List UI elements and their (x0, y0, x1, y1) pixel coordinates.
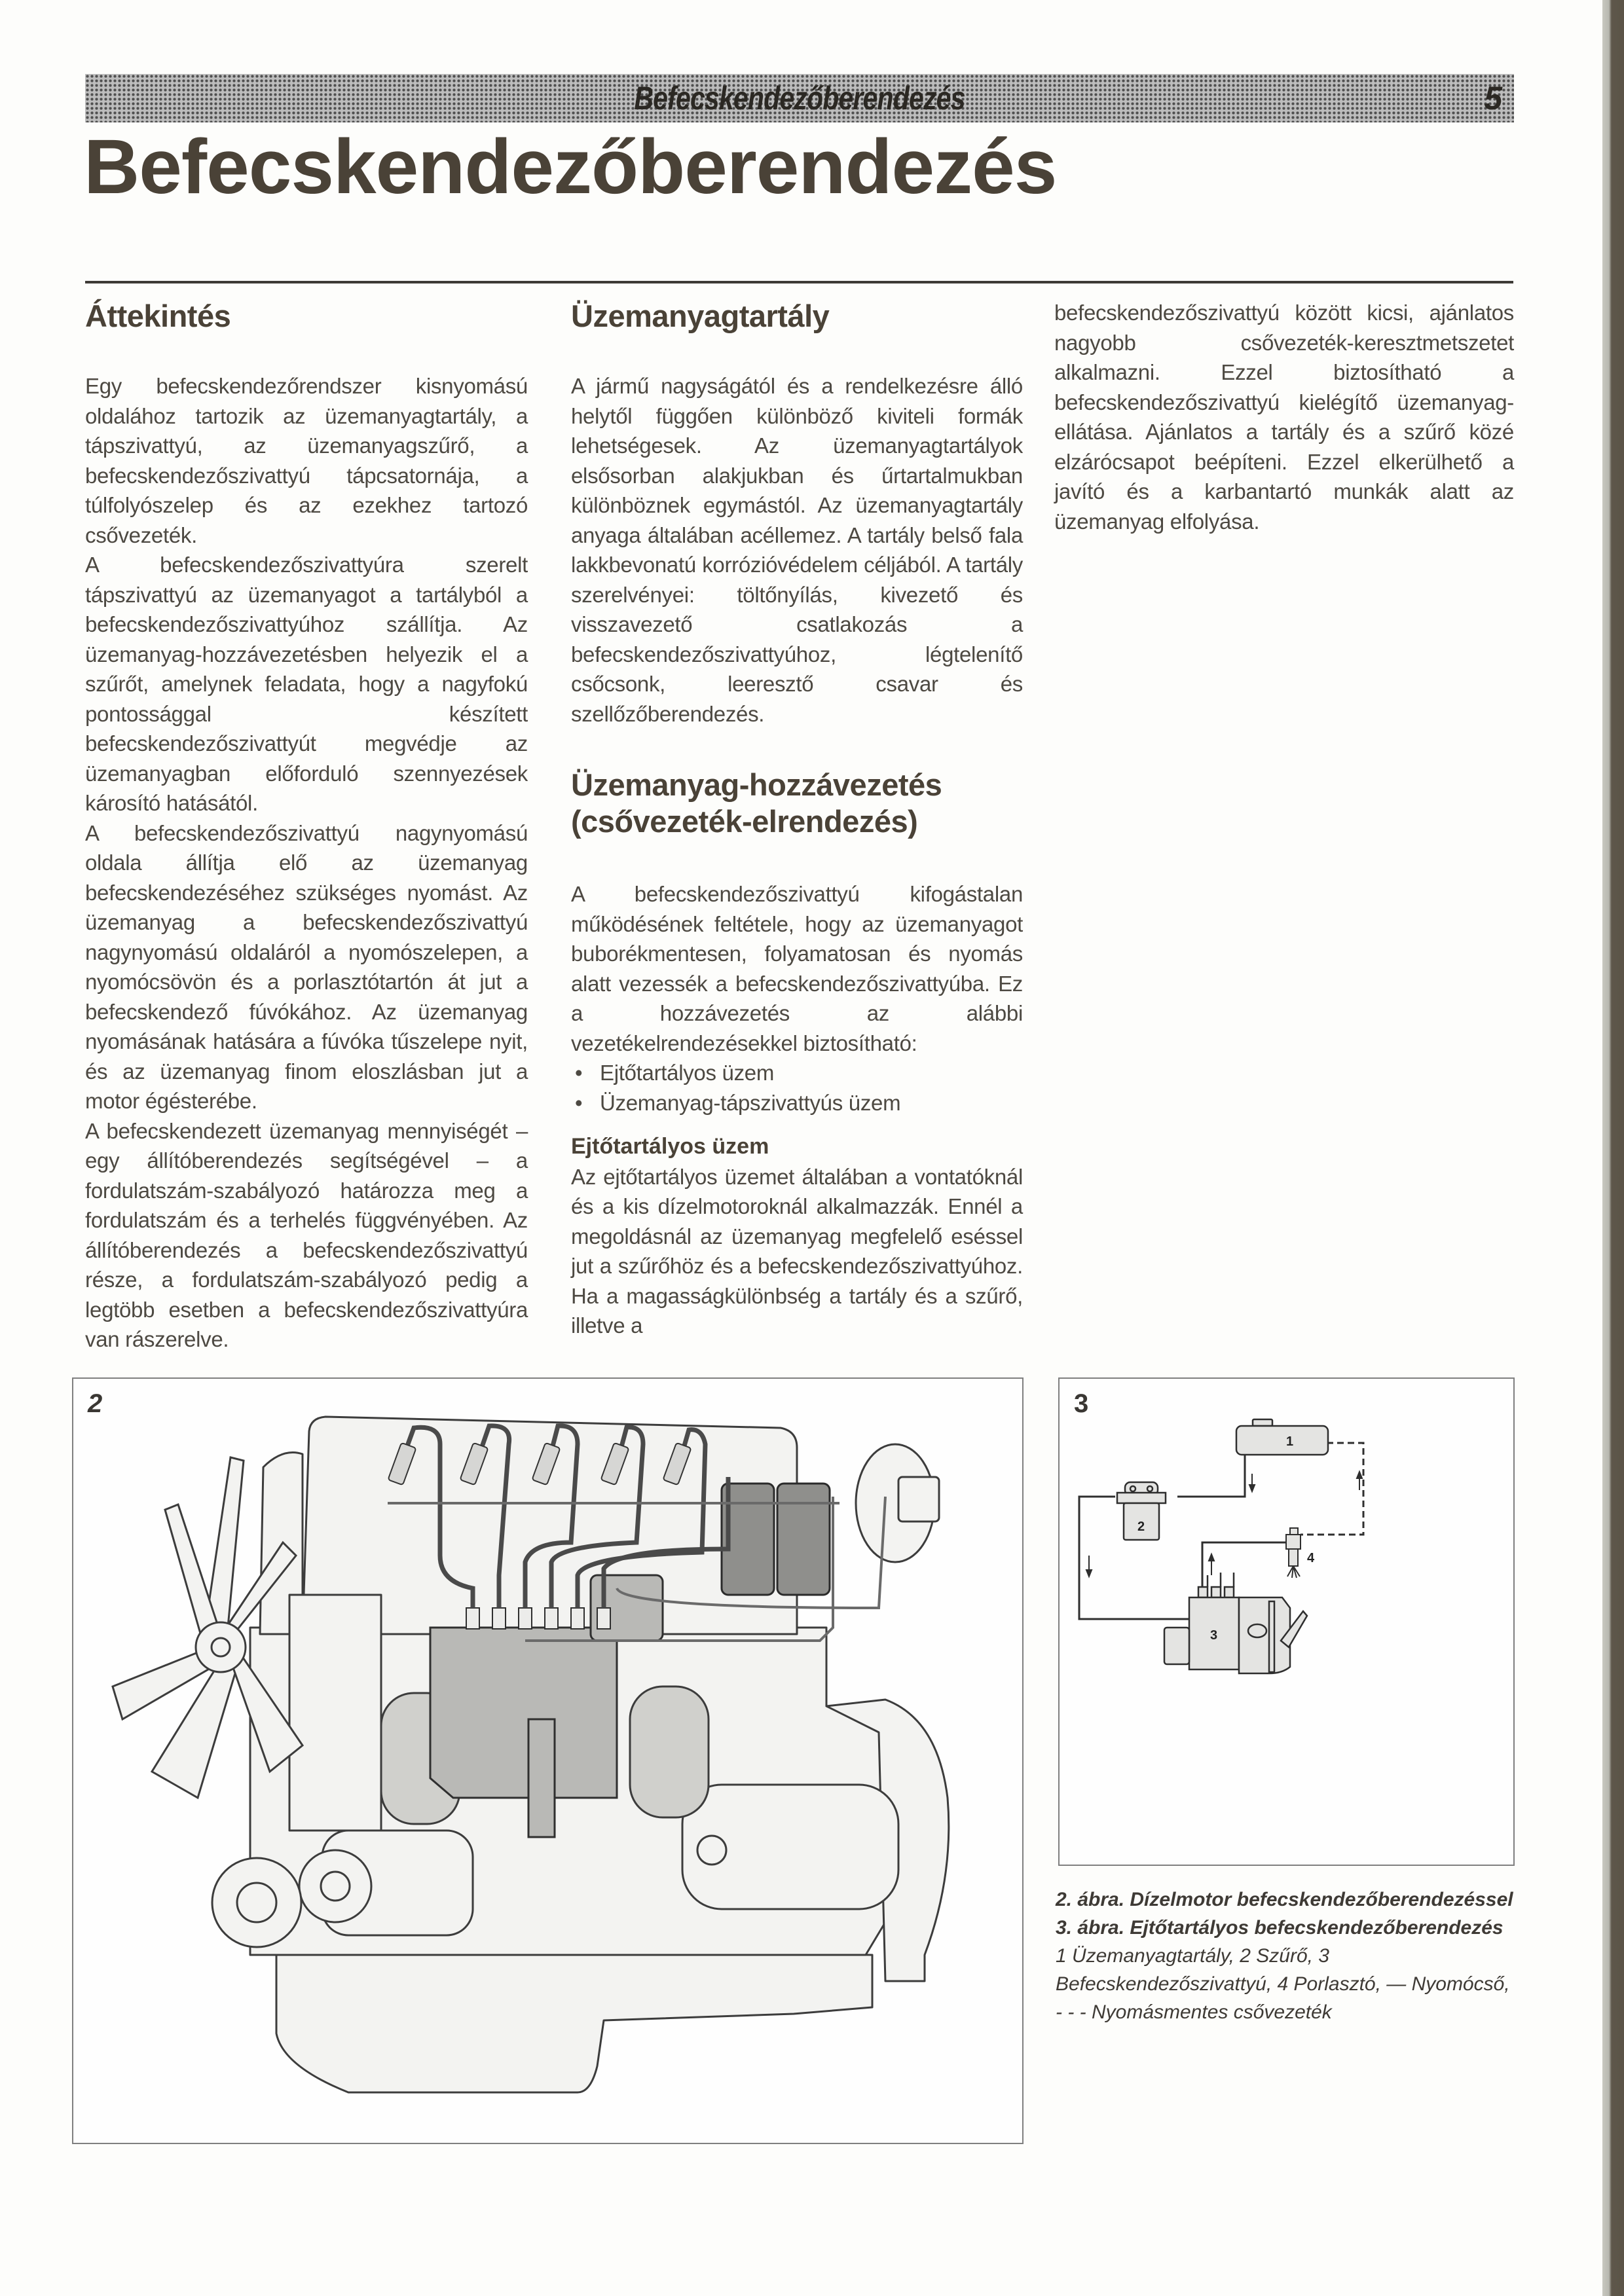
page-number: 5 (1484, 80, 1502, 117)
line-tank-to-filter (1177, 1454, 1245, 1497)
paragraph: Egy befecskendezőrendszer kisnyomású oldalához tartozik az üzemanyagtartály, a tápszivattyú, az üzemanyagszűrő, a befecskendezőszivattyú tápcsatornája, a túlfolyószelep és az ezekhez tartozó csővezeték. (85, 374, 528, 547)
paragraph: Az ejtőtartályos üzemet általában a vontatóknál és a kis dízelmotoroknál alkalmazzák. Ennél a megoldásnál az üzemanyag megfelelő eséssel jut a szűrőhöz és a befecskendezőszivattyúhoz. Ha a magasságkülönbség a tartály és a szűrő, illetve a (571, 1164, 1023, 1338)
column-continuation (1054, 298, 1514, 536)
filter-label: 2 (1137, 1520, 1145, 1534)
return-line-dashed (1301, 1443, 1363, 1535)
section-heading-fuel-tank: Üzemanyagtartály (571, 299, 830, 333)
figure-2-engine (72, 1377, 1024, 2144)
timing-cover (289, 1595, 381, 1831)
heading-line: (csővezeték-elrendezés) (571, 804, 918, 839)
injection-pump (1164, 1573, 1307, 1673)
fuel-system-schematic (1060, 1379, 1513, 1865)
bullet-icon: • (575, 1090, 583, 1115)
paragraph: A befecskendezőszivattyú nagynyomású oldala állítja elő az üzemanyag befecskendezéséhez szükséges nyomást. Az üzemanyag a befecskendezőszivattyú nagynyomású oldaláról a nyomószelepen, a nyomócsövön és a porlasztótartón át jut a befecskendező fúvókához. Az üzemanyag nyomásának hatására a fúvóka tűszelepe nyit, és az üzemanyag finom eloszlásban jut a motor égésterébe. (85, 820, 528, 1113)
column-fuel-tank (571, 298, 1023, 1341)
injector-nozzle (1286, 1528, 1301, 1578)
pump-label: 3 (1210, 1628, 1218, 1643)
section-heading-overview: Áttekintés (85, 299, 231, 333)
caption-figure-2: 2. ábra. Dízelmotor befecskendezőberendezéssel (1056, 1889, 1513, 1910)
list-item (571, 1088, 1023, 1118)
list-item-text: Üzemanyag-tápszivattyús üzem (600, 1090, 901, 1115)
subsection-heading-gravity-feed: Ejtőtartályos üzem (571, 1134, 769, 1159)
section-heading-fuel-supply (571, 767, 1023, 840)
page-edge-shadow (1602, 0, 1624, 2296)
caption-figure-3: 3. ábra. Ejtőtartályos befecskendezőberendezés (1056, 1917, 1504, 1939)
paragraph: A befecskendezett üzemanyag mennyiségét – egy állítóberendezés segítségével – a fordulatszám-szabályozó határozza meg a fordulatszám és a terhelés függvényében. Az állítóberendezés a befecskendezőszivattyú része, a fordulatszám-szabályozó pedig a legtöbb esetben a befecskendezőszivattyúra van rászerelve. (85, 1118, 528, 1351)
fuel-tank (1236, 1419, 1328, 1455)
bullet-icon: • (575, 1061, 583, 1085)
paragraph: A befecskendezőszivattyú kifogástalan működésének feltétele, hogy az üzemanyagot buborékmentesen, folyamatosan és nyomás alatt vezessék a befecskendezőszivattyúba. Ez a hozzávezetés az alábbi vezetékelrendezésekkel biztosítható: (571, 882, 1023, 1055)
list-item-text: Ejtőtartályos üzem (600, 1061, 775, 1085)
page-title: Befecskendezőberendezés (84, 124, 1057, 210)
paragraph: A befecskendezőszivattyúra szerelt tápszivattyú az üzemanyagot a tartályból a befecskendezőszivattyúhoz szállítja. Az üzemanyag-hozzávezetésben helyezik el a szűrőt, amelynek feladata, hogy a nagyfokú pontossággal készített befecskendezőszivattyút megvédje az üzemanyagban előforduló szennyezések károsító hatásától. (85, 553, 528, 815)
figure-3-gravity-feed-schematic (1058, 1377, 1515, 1866)
column-overview (85, 298, 528, 1355)
figure-number: 3 (1074, 1389, 1089, 1418)
figure-caption (1056, 1886, 1514, 2026)
running-header (85, 74, 1514, 122)
paragraph: A jármű nagyságától és a rendelkezésre álló helytől függően különböző kiviteli formák lehetségesek. Az üzemanyagtartályok elsősorban alakjukban és űrtartalmukban különböznek egymástól. Az üzemanyagtartály anyaga általában acéllemez. A tartály belső fala lakkbevonatú korrózióvédelem céljából. A tartály szerelvényei: töltőnyílás, kivezető és visszavezető csatlakozás a befecskendezőszivattyúhoz, légtelenítő csőcsonk, leeresztő csavar és szellőzőberendezés. (571, 374, 1023, 726)
heading-line: Üzemanyag-hozzávezetés (571, 767, 942, 802)
list-item (571, 1058, 1023, 1088)
running-header-title: Befecskendezőberendezés (634, 80, 965, 117)
tank-label: 1 (1286, 1434, 1294, 1449)
oil-pan (276, 1948, 872, 2092)
figure-number: 2 (88, 1389, 103, 1418)
engine-illustration (73, 1379, 1022, 2143)
title-rule (85, 281, 1513, 283)
paragraph: befecskendezőszivattyú között kicsi, ajánlatos nagyobb csővezeték-keresztmetszetet alkalmazni. Ezzel biztosítható a befecskendezőszivattyú kielégítő üzemanyag-ellátása. Ajánlatos a tartály és a szűrő közé elzárócsapot beépíteni. Ezzel elkerülhető a javító és a karbantartó munkák alatt az üzemanyag elfolyása. (1054, 301, 1514, 534)
caption-legend: 1 Üzemanyagtartály, 2 Szűrő, 3 Befecskendezőszivattyú, 4 Porlasztó, — Nyomócső, - - - Nyomásmentes csővezeték (1056, 1945, 1510, 2023)
injector-label: 4 (1307, 1551, 1315, 1565)
line-pump-to-injector (1202, 1542, 1285, 1587)
bullet-list (571, 1058, 1023, 1118)
